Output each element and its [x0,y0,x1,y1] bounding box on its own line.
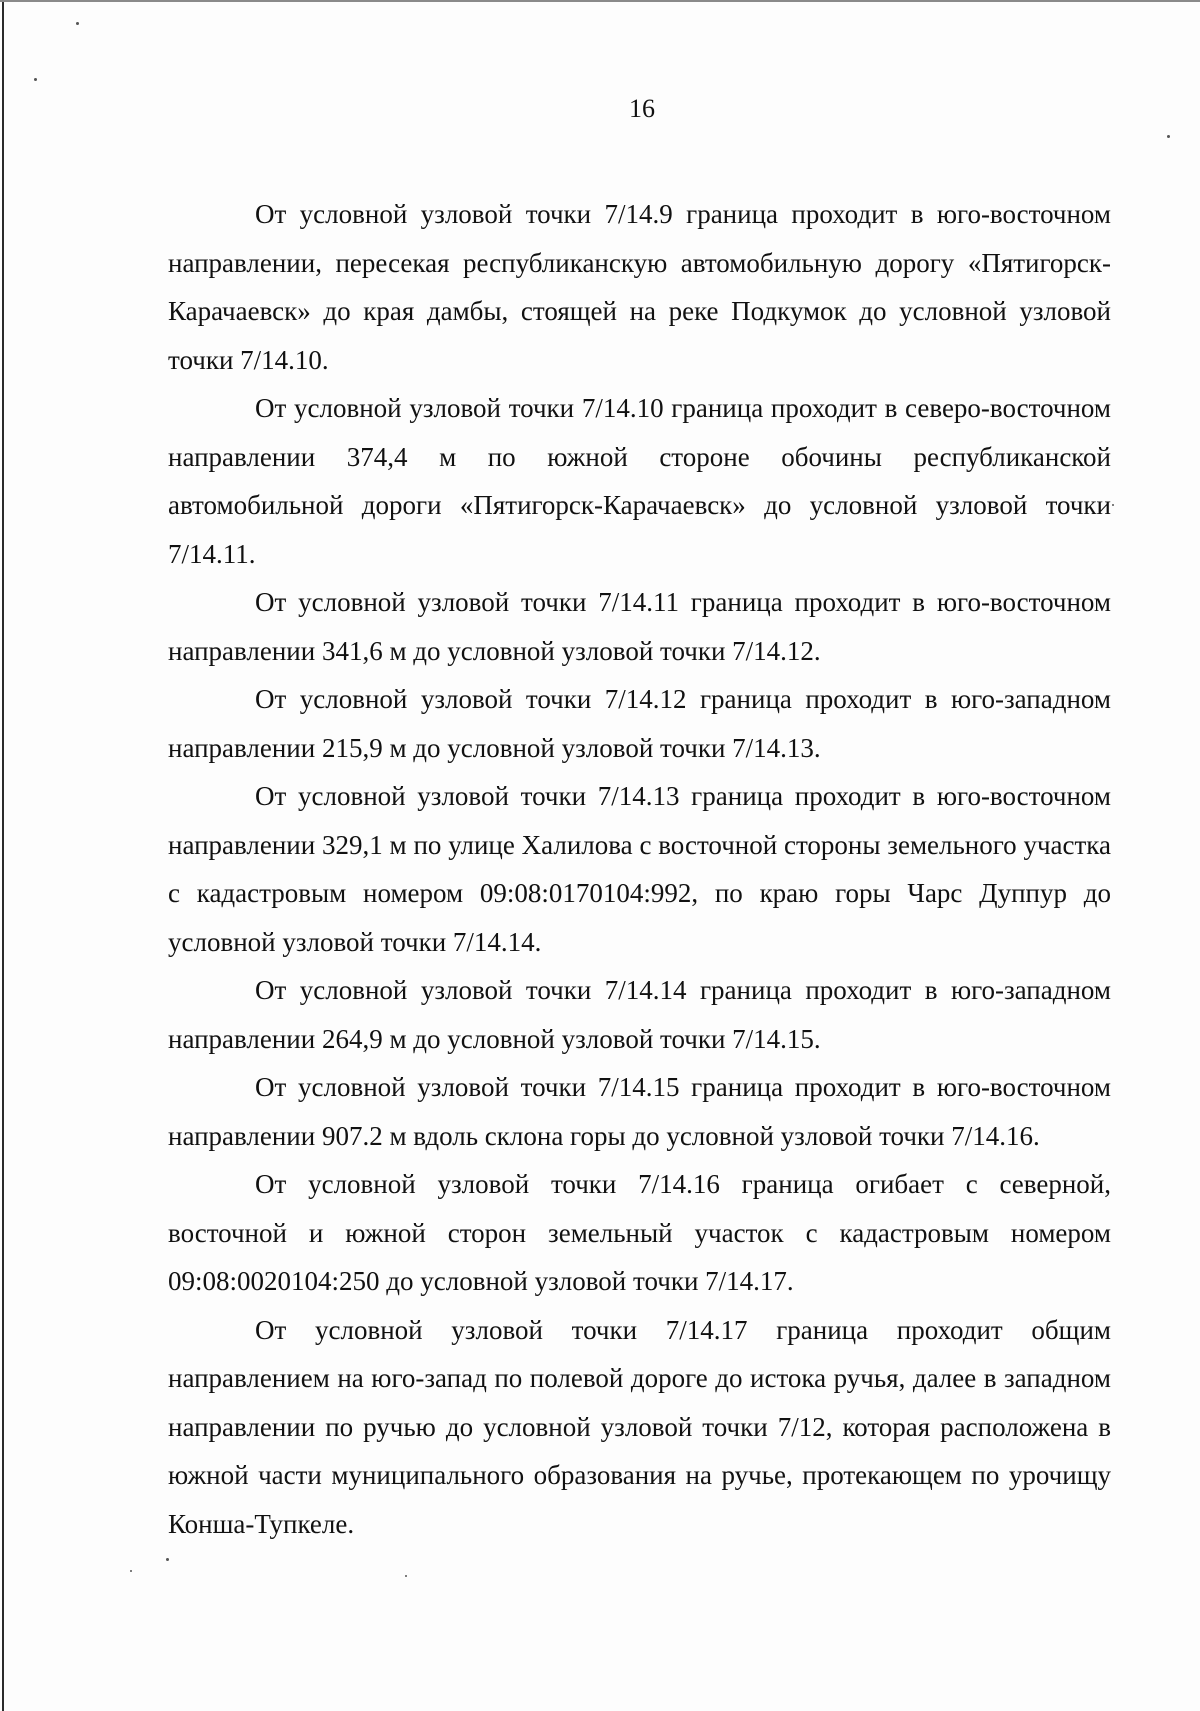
scan-speck [1167,135,1170,138]
scan-speck [34,78,37,81]
paragraph-8: От условной узловой точки 7/14.16 граница огибает с северной, восточной и южной сторон земельный участок с кадастровым номером 09:08:0020104:250 до условной узловой точки 7/14.17. [168,1169,1111,1296]
scan-speck [166,1558,169,1561]
scan-speck [1112,504,1114,506]
scan-edge-top [0,0,1200,2]
paragraph-9: От условной узловой точки 7/14.17 граница проходит общим направлением на юго-запад по полевой дороге до истока ручья, далее в западном направлении по ручью до условной узловой точки 7/12, которая расположена в южной части муниципального образования на ручье, протекающем по урочищу Конша-Тупкеле. [168,1314,1111,1539]
scan-edge-left [2,0,4,1711]
page-number: 16 [629,94,655,123]
paragraph-7: От условной узловой точки 7/14.15 граница проходит в юго-восточном направлении 907.2 м вдоль склона горы до условной узловой точки 7/14.16. [168,1072,1111,1151]
paragraph-6: От условной узловой точки 7/14.14 граница проходит в юго-западном направлении 264,9 м до условной узловой точки 7/14.15. [168,975,1111,1054]
body-text [168,190,1111,1548]
scan-speck [76,22,79,25]
paragraph-1: От условной узловой точки 7/14.9 граница проходит в юго-восточном направлении, пересекая республиканскую автомобильную дорогу «Пятигорск-Карачаевск» до края дамбы, стоящей на реке Подкумок до условной узловой точки 7/14.10. [168,199,1111,375]
paragraph-2: От условной узловой точки 7/14.10 граница проходит в северо-восточном направлении 374,4 м по южной стороне обочины республиканской автомобильной дороги «Пятигорск-Карачаевск» до условной узловой точки 7/14.11. [168,393,1111,569]
paragraph-4: От условной узловой точки 7/14.12 граница проходит в юго-западном направлении 215,9 м до условной узловой точки 7/14.13. [168,684,1111,763]
paragraph-5: От условной узловой точки 7/14.13 граница проходит в юго-восточном направлении 329,1 м по улице Халилова с восточной стороны земельного участка с кадастровым номером 09:08:0170104:992, по краю горы Чарс Дуппур до условной узловой точки 7/14.14. [168,781,1111,957]
paragraph-3: От условной узловой точки 7/14.11 граница проходит в юго-восточном направлении 341,6 м до условной узловой точки 7/14.12. [168,587,1111,666]
scan-speck [130,1570,132,1572]
scan-speck [405,1575,407,1577]
